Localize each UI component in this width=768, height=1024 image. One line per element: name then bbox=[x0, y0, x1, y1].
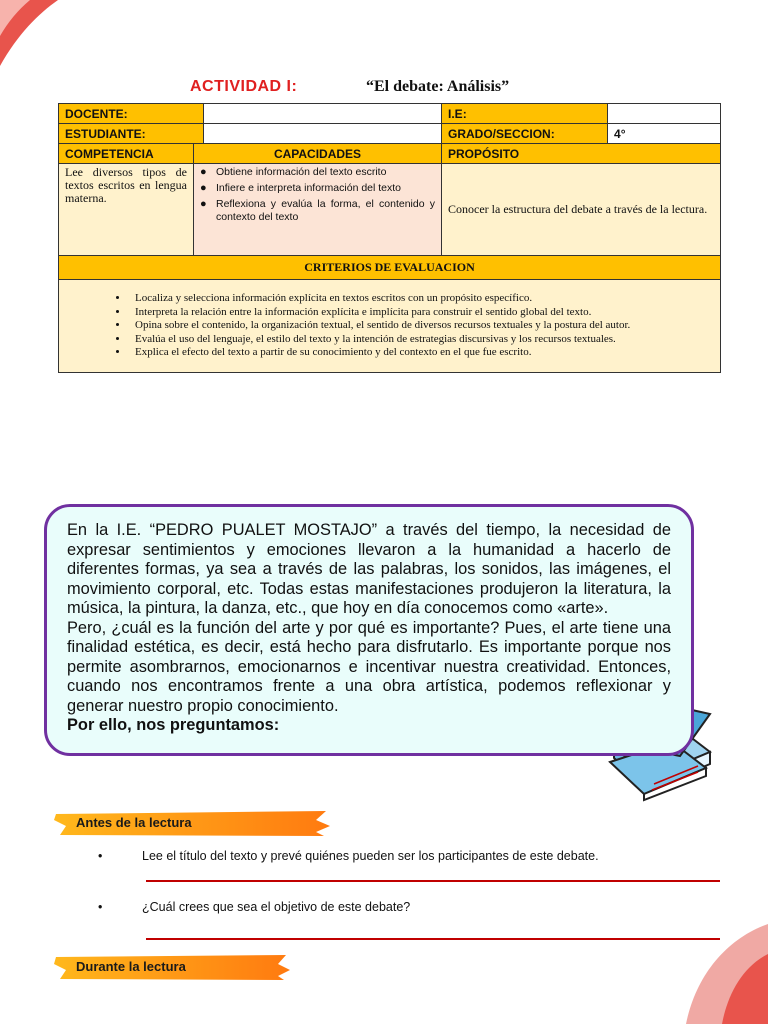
grado-field[interactable]: 4° bbox=[608, 124, 721, 144]
criterio-item: • Localiza y selecciona información explícita en textos escritos con un propósito específico. bbox=[129, 292, 720, 306]
antes-label: Antes de la lectura bbox=[76, 815, 192, 830]
estudiante-field[interactable] bbox=[204, 124, 442, 144]
docente-field[interactable] bbox=[204, 104, 442, 124]
criterios-header: CRITERIOS DE EVALUACION bbox=[59, 256, 721, 280]
answer-line[interactable] bbox=[146, 938, 720, 940]
question-text: ¿Cuál crees que sea el objetivo de este debate? bbox=[142, 900, 411, 914]
criterio-item: • Evalúa el uso del lenguaje, el estilo del texto y la intención de estrategias discursivas y los recursos textuales. bbox=[129, 333, 720, 347]
docente-label: DOCENTE: bbox=[59, 104, 204, 124]
criterio-item: • Opina sobre el contenido, la organización textual, el sentido de diversos recursos textuales y la postura del autor. bbox=[129, 319, 720, 333]
grado-label: GRADO/SECCION: bbox=[442, 124, 608, 144]
durante-section-banner bbox=[54, 952, 294, 982]
antes-section-banner bbox=[54, 808, 334, 838]
question-text: Lee el título del texto y prevé quiénes pueden ser los participantes de este debate. bbox=[142, 849, 599, 863]
activity-title: “El debate: Análisis” bbox=[366, 78, 510, 95]
activity-label: ACTIVIDAD I: bbox=[190, 78, 298, 95]
criterio-item: • Interpreta la relación entre la información explícita e implícita para construir el sentido global del texto. bbox=[129, 306, 720, 320]
answer-line[interactable] bbox=[146, 880, 720, 882]
capacidades-header: CAPACIDADES bbox=[194, 144, 442, 164]
intro-question-lead: Por ello, nos preguntamos: bbox=[67, 716, 280, 734]
estudiante-label: ESTUDIANTE: bbox=[59, 124, 204, 144]
competencia-cell: Lee diversos tipos de textos escritos en lengua materna. bbox=[59, 164, 194, 256]
ie-field[interactable] bbox=[608, 104, 721, 124]
intro-paragraph: Pero, ¿cuál es la función del arte y por qué es importante? Pues, el arte tiene una finalidad estética, es decir, está hecho para disfrutarlo. Es importante porque nos permite asombrarnos, emocionarnos e incentivar nuestra creatividad. Entonces, cuando nos encontramos frente a una obra artística, podemos reflexionar y generar nuestro propio conocimiento. bbox=[67, 618, 671, 715]
intro-paragraph: En la I.E. “PEDRO PUALET MOSTAJO” a través del tiempo, la necesidad de expresar sentimientos y emociones llevaron a la humanidad a hacerlo de diferentes formas, ya sea a través de las palabras, los sonidos, las imágenes, el movimiento corporal, etc. Todas estas manifestaciones produjeron la literatura, la música, la pintura, la danza, etc., que hoy en día conocemos como «arte». bbox=[67, 521, 671, 617]
competencia-header: COMPETENCIA bbox=[59, 144, 194, 164]
activity-header bbox=[0, 78, 768, 102]
intro-text-box bbox=[44, 504, 694, 756]
criterio-item: • Explica el efecto del texto a partir de su conocimiento y del contexto en el que fue escrito. bbox=[129, 346, 720, 360]
intro-text bbox=[47, 507, 691, 736]
corner-decoration-bottom-right bbox=[648, 914, 768, 1024]
proposito-cell: Conocer la estructura del debate a través de la lectura. bbox=[442, 164, 721, 256]
info-table bbox=[58, 103, 721, 373]
durante-label: Durante la lectura bbox=[76, 959, 186, 974]
ie-label: I.E: bbox=[442, 104, 608, 124]
proposito-header: PROPÓSITO bbox=[442, 144, 721, 164]
capacidades-list bbox=[200, 166, 435, 224]
bullet: • bbox=[98, 900, 103, 914]
corner-decoration-top-left bbox=[0, 0, 80, 80]
capacidad-item: ● Obtiene información del texto escrito bbox=[200, 166, 435, 179]
capacidad-item: ● Infiere e interpreta información del texto bbox=[200, 182, 435, 195]
capacidades-cell bbox=[194, 164, 442, 256]
criterios-list bbox=[59, 280, 720, 372]
capacidad-item: ● Reflexiona y evalúa la forma, el contenido y contexto del texto bbox=[200, 198, 435, 224]
criterios-cell bbox=[59, 280, 721, 373]
bullet: • bbox=[98, 849, 103, 863]
